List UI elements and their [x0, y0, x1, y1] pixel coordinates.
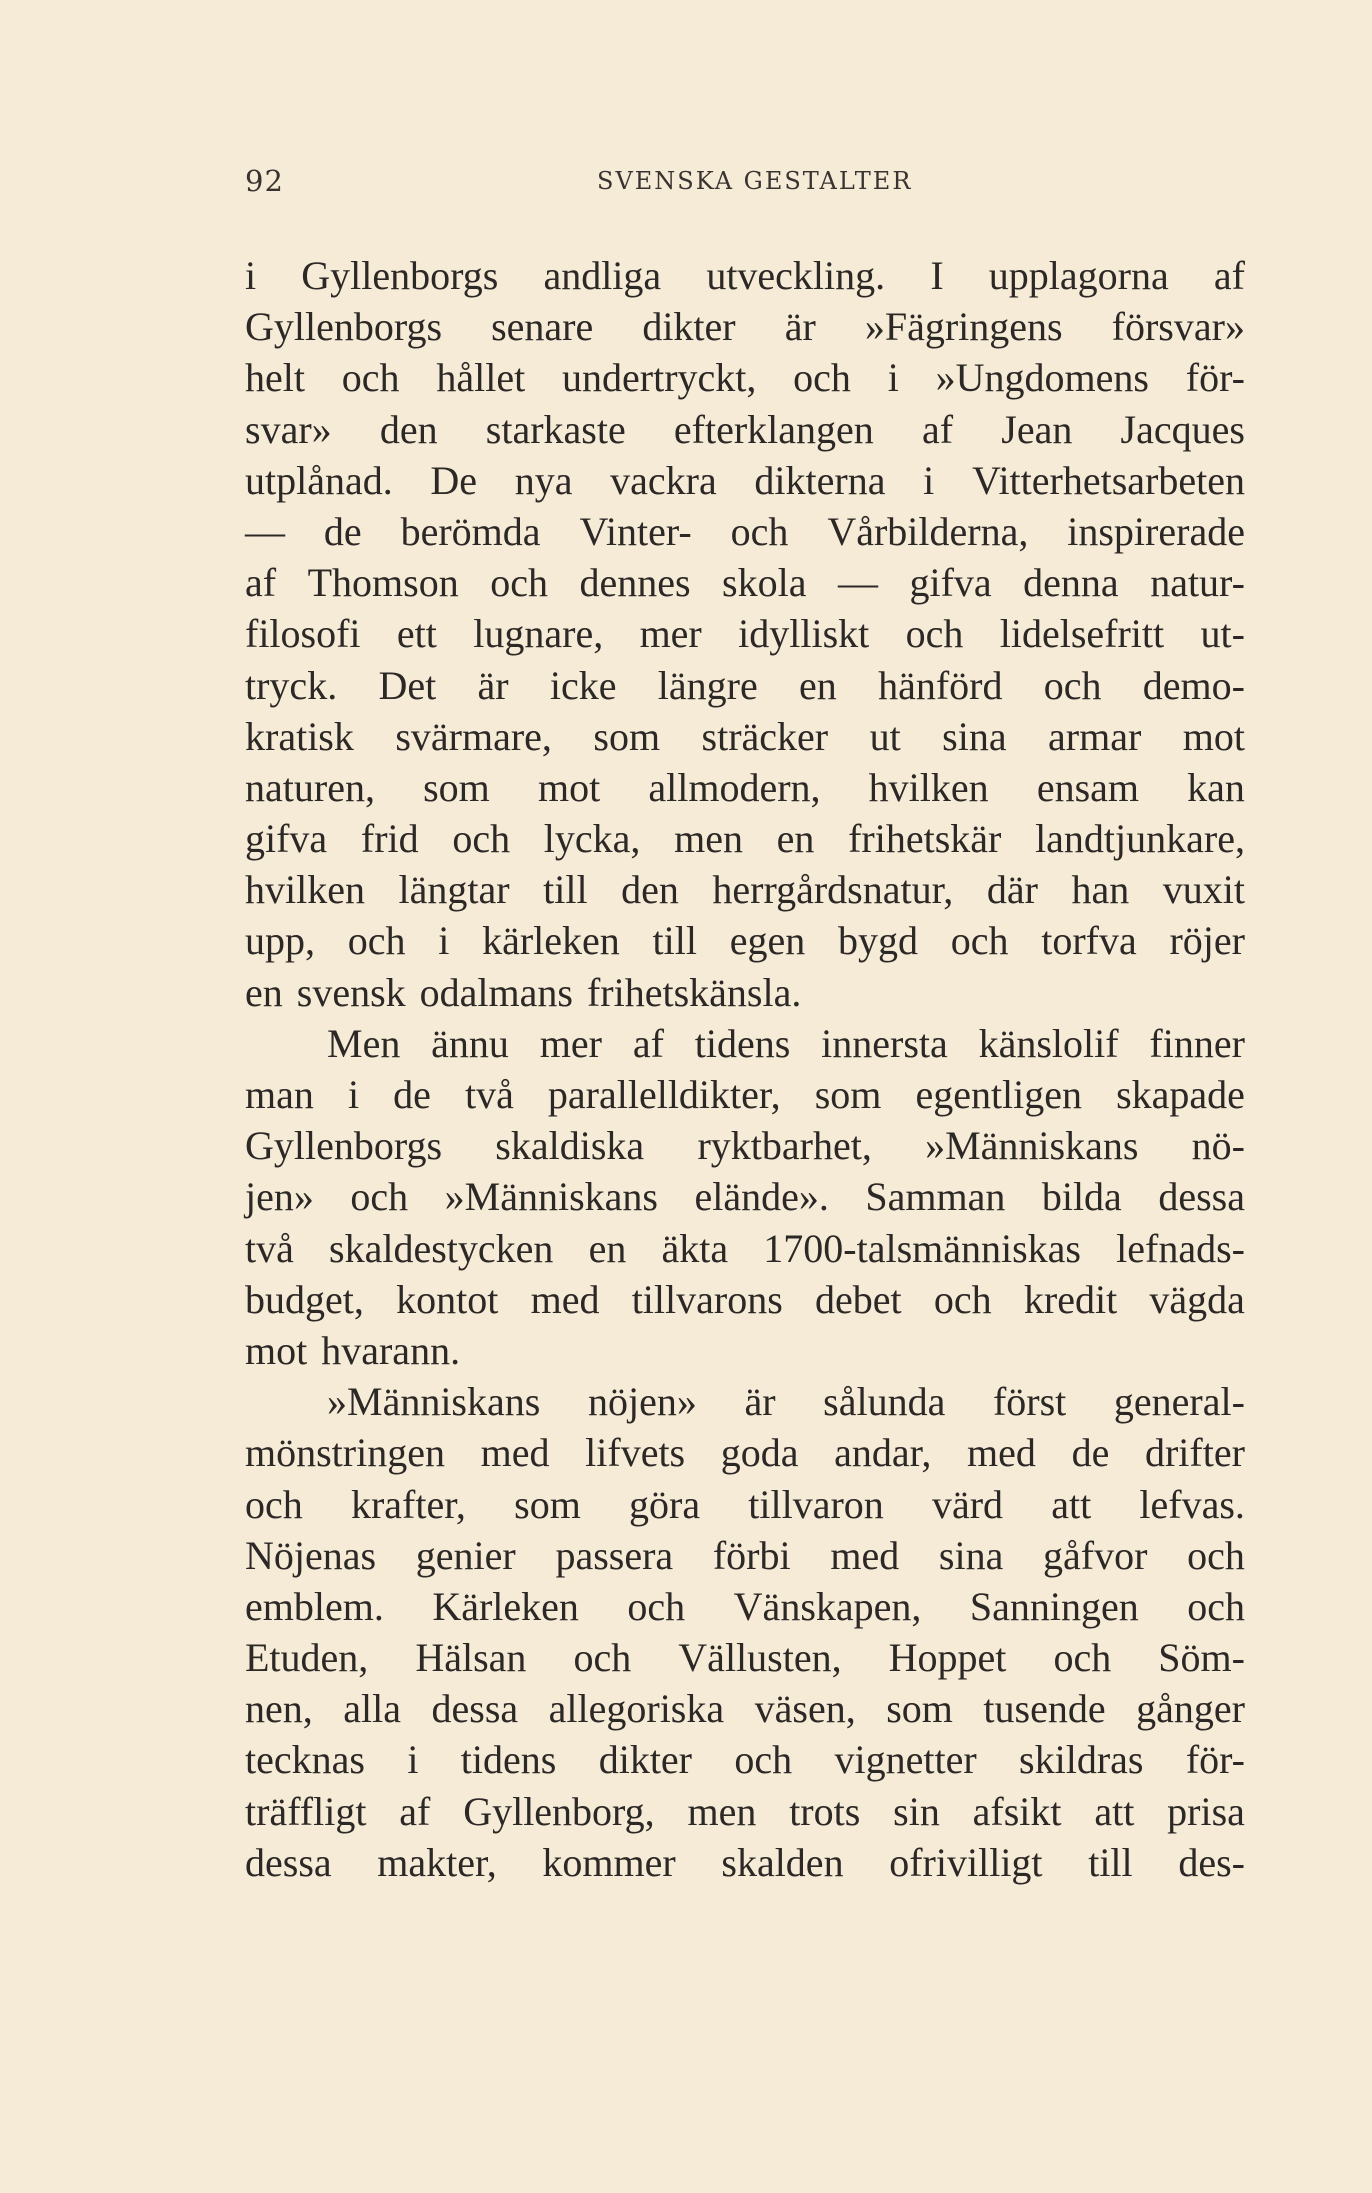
text-line: hvilken längtar till den herrgårdsnatur, där han vuxit — [245, 867, 1245, 913]
text-line: tecknas i tidens dikter och vignetter skildras för- — [245, 1737, 1245, 1783]
text-line: gifva frid och lycka, men en frihetskär landtjunkare, — [245, 816, 1245, 862]
text-line: helt och hållet undertryckt, och i »Ungdomens för- — [245, 355, 1245, 401]
text-line: två skaldestycken en äkta 1700-talsmänniskas lefnads- — [245, 1225, 1245, 1271]
text-line: upp, och i kärleken till egen bygd och torfva röjer — [245, 918, 1245, 964]
text-line: Gyllenborgs senare dikter är »Fägringens försvar» — [245, 304, 1245, 350]
text-line: — de berömda Vinter- och Vårbilderna, inspirerade — [245, 508, 1245, 554]
body-text — [245, 250, 1245, 1888]
page-header — [245, 164, 1235, 204]
text-line: en svensk odalmans frihetskänsla. — [245, 969, 802, 1015]
text-line: mot hvarann. — [245, 1327, 461, 1373]
text-line: dessa makter, kommer skalden ofrivilligt till des- — [245, 1839, 1245, 1885]
text-line: af Thomson och dennes skola — gifva denna natur- — [245, 560, 1245, 606]
text-line: man i de två parallelldikter, som egentligen skapade — [245, 1072, 1245, 1117]
text-line: nen, alla dessa allegoriska väsen, som tusende gånger — [245, 1686, 1245, 1732]
running-head: SVENSKA GESTALTER — [597, 167, 913, 195]
text-line: i Gyllenborgs andliga utveckling. I upplagorna af — [245, 253, 1245, 298]
text-line: Men ännu mer af tidens innersta känslolif finner — [327, 1020, 1245, 1066]
text-line: naturen, som mot allmodern, hvilken ensam kan — [245, 764, 1245, 810]
text-line: budget, kontot med tillvarons debet och kredit vägda — [245, 1276, 1245, 1322]
page-number: 92 — [245, 164, 284, 198]
text-line: utplånad. De nya vackra dikterna i Vitterhetsarbeten — [245, 457, 1245, 503]
text-line: mönstringen med lifvets goda andar, med de drifter — [245, 1430, 1245, 1476]
text-line: Gyllenborgs skaldiska ryktbarhet, »Människans nö- — [245, 1123, 1245, 1169]
text-line: jen» och »Människans elände». Samman bilda dessa — [245, 1174, 1245, 1220]
text-line: filosofi ett lugnare, mer idylliskt och lidelsefritt ut- — [245, 611, 1245, 657]
text-line: tryck. Det är icke längre en hänförd och demo- — [245, 662, 1245, 708]
text-line: Nöjenas genier passera förbi med sina gåfvor och — [245, 1532, 1245, 1578]
text-line: svar» den starkaste efterklangen af Jean Jacques — [245, 406, 1245, 452]
text-line: kratisk svärmare, som sträcker ut sina armar mot — [245, 713, 1245, 759]
text-line: emblem. Kärleken och Vänskapen, Sanningen och — [245, 1583, 1245, 1629]
text-line: och krafter, som göra tillvaron värd att lefvas. — [245, 1481, 1245, 1527]
text-line: »Människans nöjen» är sålunda först general- — [327, 1379, 1245, 1425]
text-line: träffligt af Gyllenborg, men trots sin afsikt att prisa — [245, 1788, 1245, 1834]
text-line: Etuden, Hälsan och Vällusten, Hoppet och Söm- — [245, 1635, 1245, 1681]
